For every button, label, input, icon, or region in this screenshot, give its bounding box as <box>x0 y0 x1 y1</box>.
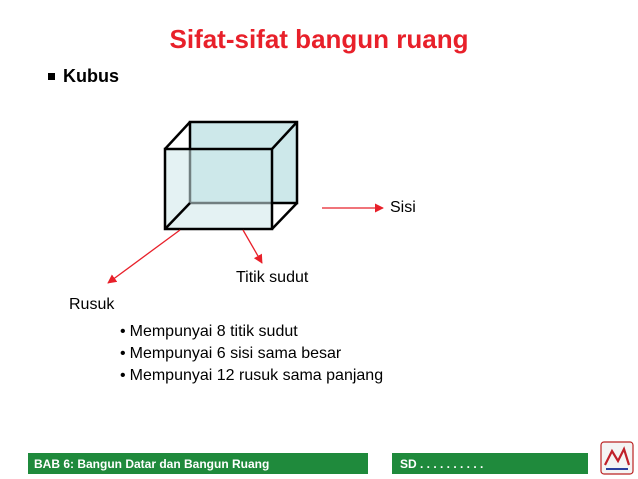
property-item: • Mempunyai 12 rusuk sama panjang <box>120 365 383 387</box>
subtitle-text: Kubus <box>63 66 119 86</box>
footer-divider <box>368 453 392 474</box>
cube-edge <box>165 122 190 149</box>
publisher-logo-icon <box>600 441 634 475</box>
rusuk-arrow <box>108 230 180 283</box>
cube <box>165 122 297 229</box>
label-rusuk: Rusuk <box>69 296 115 313</box>
property-item: • Mempunyai 6 sisi sama besar <box>120 343 383 365</box>
slide-title: Sifat-sifat bangun ruang <box>169 24 469 54</box>
cube-front-face <box>165 149 272 229</box>
cube-edge <box>272 203 297 229</box>
footer-level: SD . . . . . . . . . . <box>392 453 588 474</box>
label-titik-sudut: Titik sudut <box>236 269 309 286</box>
footer-bar <box>28 453 588 474</box>
properties-list <box>120 321 383 387</box>
label-sisi: Sisi <box>390 199 416 216</box>
property-item: • Mempunyai 8 titik sudut <box>120 321 383 343</box>
titik-sudut-arrow <box>243 230 262 263</box>
footer-chapter: BAB 6: Bangun Datar dan Bangun Ruang <box>28 453 368 474</box>
